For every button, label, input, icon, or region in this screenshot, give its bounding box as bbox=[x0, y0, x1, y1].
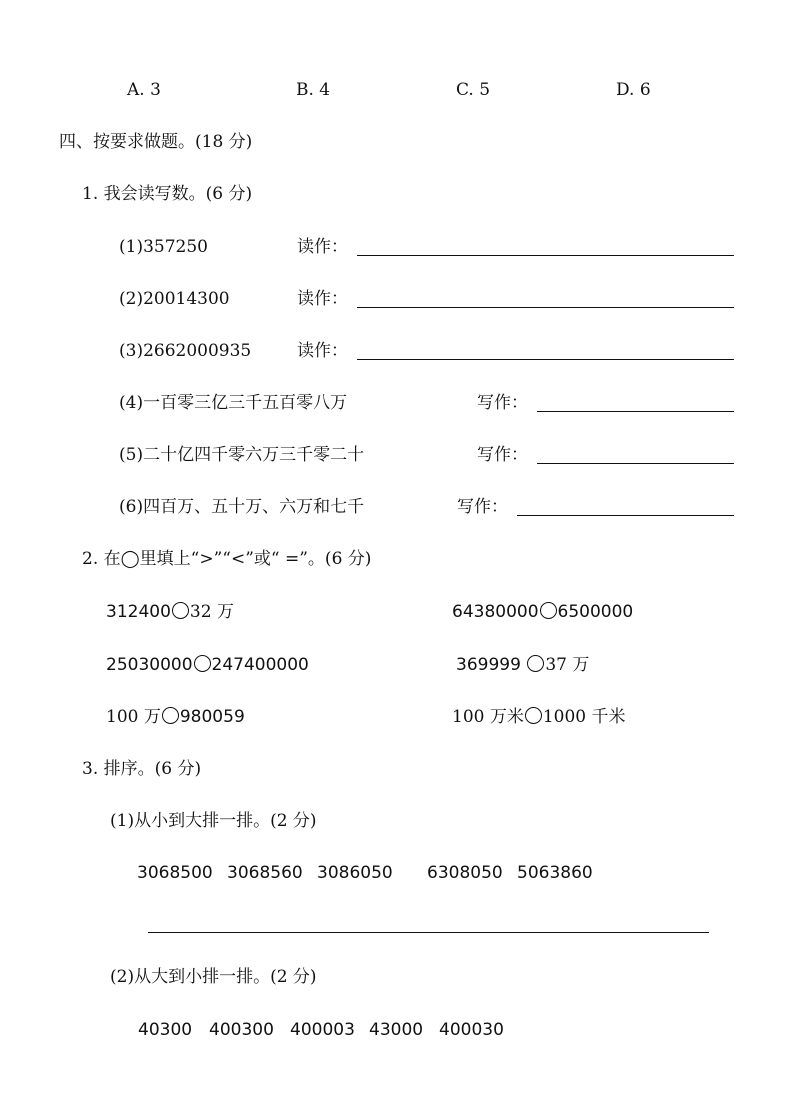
compare-5 bbox=[106, 706, 245, 728]
option-a: A. 3 bbox=[127, 80, 161, 100]
q1-item-6-label: (6)四百万、五十万、六万和七千 bbox=[119, 497, 365, 517]
q3-part2-number: 40300 bbox=[138, 1020, 193, 1040]
option-c: C. 5 bbox=[456, 80, 491, 100]
compare-2-left: 64380000 bbox=[452, 602, 539, 622]
q1-item-2-label: (2)20014300 bbox=[119, 289, 230, 309]
q3-part1-number: 5063860 bbox=[517, 863, 593, 883]
q1-item-3-label: (3)2662000935 bbox=[119, 341, 252, 361]
compare-6-left: 100 万米 bbox=[452, 707, 524, 727]
q1-item-5-answer-line[interactable] bbox=[537, 463, 734, 464]
q3-part2-number: 43000 bbox=[369, 1020, 424, 1040]
q1-item-1-label: (1)357250 bbox=[119, 237, 208, 257]
q3-part2-number: 400003 bbox=[290, 1020, 355, 1040]
compare-circle[interactable] bbox=[172, 602, 189, 619]
q1-item-1-answer-line[interactable] bbox=[357, 255, 734, 256]
q1-item-2-answer-line[interactable] bbox=[357, 307, 734, 308]
compare-3-left: 25030000 bbox=[106, 655, 193, 675]
q1-title: 1. 我会读写数。(6 分) bbox=[82, 184, 253, 204]
section-title: 四、按要求做题。(18 分) bbox=[59, 132, 253, 152]
compare-5-right: 980059 bbox=[179, 707, 245, 727]
q1-item-4-action: 写作： bbox=[477, 393, 528, 413]
q1-item-4-label: (4)一百零三亿三千五百零八万 bbox=[119, 393, 348, 413]
compare-5-left: 100 万 bbox=[106, 707, 161, 727]
compare-circle[interactable] bbox=[540, 602, 557, 619]
compare-2 bbox=[452, 601, 633, 623]
compare-1-left: 312400 bbox=[106, 602, 171, 622]
q3-part1-number: 3068500 bbox=[137, 863, 213, 883]
option-d: D. 6 bbox=[616, 80, 651, 100]
q1-item-1-action: 读作： bbox=[297, 237, 348, 257]
compare-circle[interactable] bbox=[162, 707, 179, 724]
compare-4-right: 37 万 bbox=[545, 655, 590, 675]
q3-part1-number: 6308050 bbox=[427, 863, 503, 883]
option-b: B. 4 bbox=[296, 80, 331, 100]
q1-item-4-answer-line[interactable] bbox=[537, 411, 734, 412]
q1-item-5-label: (5)二十亿四千零六万三千零二十 bbox=[119, 445, 365, 465]
q2-title: 2. 在◯里填上“>”“<”或“ =”。(6 分) bbox=[82, 549, 372, 569]
compare-circle[interactable] bbox=[527, 655, 544, 672]
compare-4 bbox=[456, 654, 589, 676]
compare-2-right: 6500000 bbox=[557, 602, 634, 622]
q1-item-5-action: 写作： bbox=[477, 445, 528, 465]
q1-item-6-answer-line[interactable] bbox=[517, 515, 734, 516]
q3-part2-title: (2)从大到小排一排。(2 分) bbox=[110, 967, 317, 987]
compare-4-left: 369999 bbox=[456, 655, 527, 675]
q3-part2-number: 400030 bbox=[439, 1020, 504, 1040]
q1-item-2-action: 读作： bbox=[297, 289, 348, 309]
q3-part1-number: 3068560 bbox=[227, 863, 303, 883]
q3-part1-title: (1)从小到大排一排。(2 分) bbox=[110, 811, 317, 831]
compare-1-right: 32 万 bbox=[189, 602, 234, 622]
q3-title: 3. 排序。(6 分) bbox=[82, 759, 202, 779]
compare-6-right: 1000 千米 bbox=[542, 707, 626, 727]
compare-1 bbox=[106, 601, 234, 623]
q3-part1-answer-line[interactable] bbox=[148, 932, 709, 933]
compare-3 bbox=[106, 654, 309, 676]
compare-6 bbox=[452, 706, 626, 728]
q1-item-6-action: 写作： bbox=[457, 497, 508, 517]
compare-circle[interactable] bbox=[525, 707, 542, 724]
compare-3-right: 247400000 bbox=[211, 655, 309, 675]
q1-item-3-action: 读作： bbox=[297, 341, 348, 361]
q3-part2-number: 400300 bbox=[209, 1020, 274, 1040]
q3-part1-number: 3086050 bbox=[317, 863, 393, 883]
compare-circle[interactable] bbox=[194, 655, 211, 672]
q1-item-3-answer-line[interactable] bbox=[357, 359, 734, 360]
